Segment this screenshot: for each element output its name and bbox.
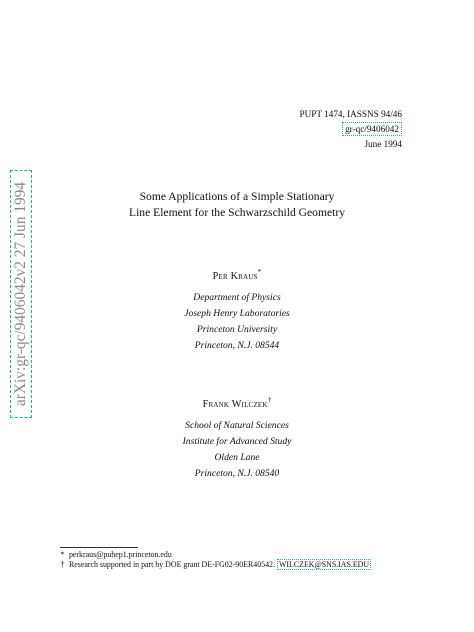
affiliation-line: Princeton University <box>196 324 278 335</box>
footnote-text: Research supported in part by DOE grant DE-FG02-90ER40542. <box>68 560 275 569</box>
footnote-email[interactable]: perkraus@puhep1.princeton.edu <box>68 550 172 559</box>
title-line-1: Some Applications of a Simple Stationary <box>139 190 335 203</box>
affiliation-line: Department of Physics <box>193 292 281 303</box>
arxiv-id-label: arXiv:gr-qc/9406042v2 27 Jun 1994 <box>12 181 29 407</box>
footnote-mark: † <box>267 396 272 404</box>
affiliation-line: Princeton, N.J. 08540 <box>194 468 280 479</box>
author-2 <box>60 396 414 410</box>
footnote-rule <box>60 547 138 548</box>
affiliation-line: Joseph Henry Laboratories <box>184 308 290 319</box>
paper-date: June 1994 <box>364 139 402 149</box>
footnote-mark: * <box>257 268 262 276</box>
footnote-email[interactable]: WILCZEK@SNS.IAS.EDU <box>278 560 370 569</box>
paper-header <box>260 108 402 150</box>
arxiv-sidebar-stamp[interactable] <box>10 170 32 418</box>
title-line-2: Line Element for the Schwarzschild Geometry <box>128 206 346 219</box>
paper-title <box>60 189 414 221</box>
arxiv-ref-link[interactable]: gr-qc/9406042 <box>342 122 402 136</box>
author-name: Frank Wilczek <box>202 399 268 410</box>
affiliation-line: Institute for Advanced Study <box>182 436 292 447</box>
affiliation-line: Princeton, N.J. 08544 <box>194 340 280 351</box>
affiliation-1 <box>60 290 414 354</box>
footnote-mark: * <box>60 550 65 559</box>
author-1 <box>60 268 414 282</box>
footnote-2 <box>58 560 418 570</box>
footnote-mark: † <box>60 560 65 569</box>
affiliation-2 <box>60 418 414 482</box>
author-name: Per Kraus <box>212 271 258 282</box>
affiliation-line: Olden Lane <box>214 452 260 463</box>
affiliation-line: School of Natural Sciences <box>185 420 289 431</box>
report-number: PUPT 1474, IASSNS 94/46 <box>299 109 402 119</box>
footnotes <box>58 550 418 570</box>
